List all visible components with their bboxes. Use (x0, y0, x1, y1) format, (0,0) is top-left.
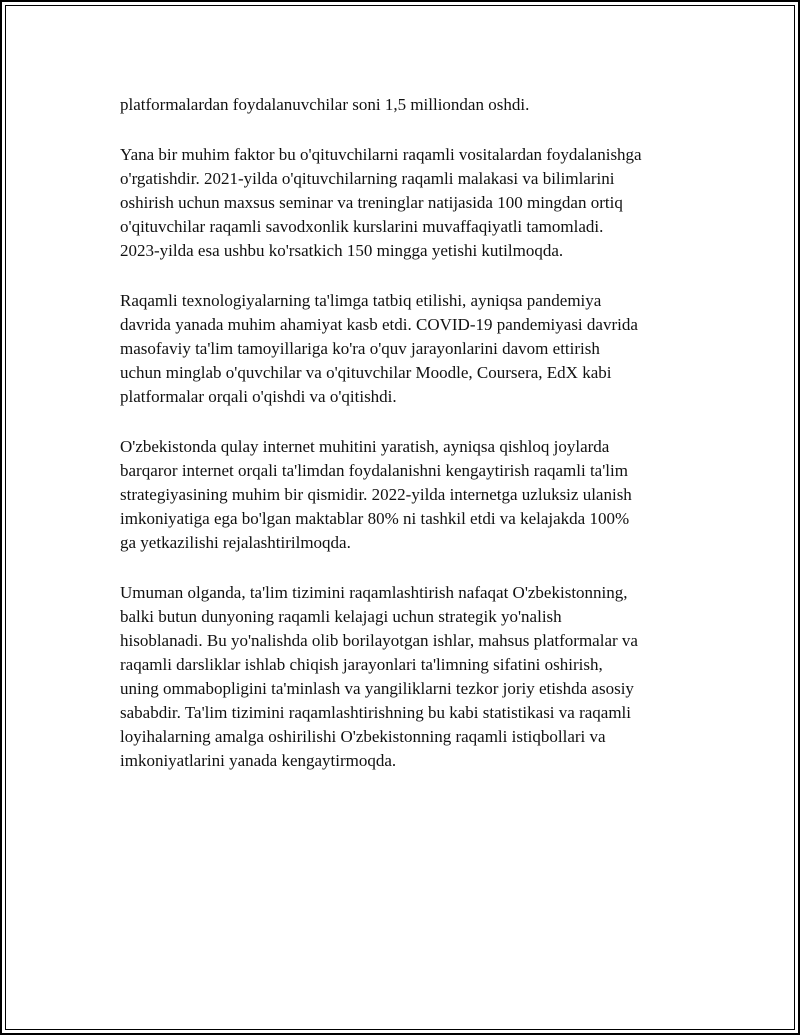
text-line: barqaror internet orqali ta'limdan foydalanishni kengaytirish raqamli ta'lim (120, 461, 628, 480)
paragraph-2 (120, 143, 700, 263)
text-line: loyihalarning amalga oshirilishi O'zbekistonning raqamli istiqbollari va (120, 727, 606, 746)
text-line: hisoblanadi. Bu yo'nalishda olib borilayotgan ishlar, mahsus platformalar va (120, 631, 638, 650)
text-line: masofaviy ta'lim tamoyillariga ko'ra o'quv jarayonlarini davom ettirish (120, 339, 600, 358)
text-line: uchun minglab o'quvchilar va o'qituvchilar Moodle, Coursera, EdX kabi (120, 363, 612, 382)
paragraph-1 (120, 93, 700, 117)
text-line: strategiyasining muhim bir qismidir. 2022-yilda internetga uzluksiz ulanish (120, 485, 632, 504)
text-line: o'qituvchilar raqamli savodxonlik kurslarini muvaffaqiyatli tamomladi. (120, 217, 604, 236)
text-line: oshirish uchun maxsus seminar va treninglar natijasida 100 mingdan ortiq (120, 193, 623, 212)
text-line: O'zbekistonda qulay internet muhitini yaratish, ayniqsa qishloq joylarda (120, 437, 610, 456)
text-line: 2023-yilda esa ushbu ko'rsatkich 150 mingga yetishi kutilmoqda. (120, 241, 564, 260)
paragraph-3 (120, 289, 700, 409)
text-line: balki butun dunyoning raqamli kelajagi uchun strategik yo'nalish (120, 607, 562, 626)
text-line: ga yetkazilishi rejalashtirilmoqda. (120, 533, 351, 552)
text-line: o'rgatishdir. 2021-yilda o'qituvchilarning raqamli malakasi va bilimlarini (120, 169, 615, 188)
text-line: Raqamli texnologiyalarning ta'limga tatbiq etilishi, ayniqsa pandemiya (120, 291, 602, 310)
text-line: Yana bir muhim faktor bu o'qituvchilarni raqamli vositalardan foydalanishga (120, 145, 642, 164)
text-line: uning ommabopligini ta'minlash va yangiliklarni tezkor joriy etishda asosiy (120, 679, 634, 698)
text-line: raqamli darsliklar ishlab chiqish jarayonlari ta'limning sifatini oshirish, (120, 655, 603, 674)
text-line: davrida yanada muhim ahamiyat kasb etdi. COVID-19 pandemiyasi davrida (120, 315, 638, 334)
text-line: platformalar orqali o'qishdi va o'qitishdi. (120, 387, 397, 406)
text-line: Umuman olganda, ta'lim tizimini raqamlashtirish nafaqat O'zbekistonning, (120, 583, 628, 602)
paragraph-4 (120, 435, 700, 555)
text-line: platformalardan foydalanuvchilar soni 1,5 milliondan oshdi. (120, 95, 530, 114)
text-line: sababdir. Ta'lim tizimini raqamlashtirishning bu kabi statistikasi va raqamli (120, 703, 631, 722)
paragraph-5 (120, 581, 700, 773)
document-body (120, 93, 700, 799)
text-line: imkoniyatiga ega bo'lgan maktablar 80% ni tashkil etdi va kelajakda 100% (120, 509, 630, 528)
text-line: imkoniyatlarini yanada kengaytirmoqda. (120, 751, 397, 770)
